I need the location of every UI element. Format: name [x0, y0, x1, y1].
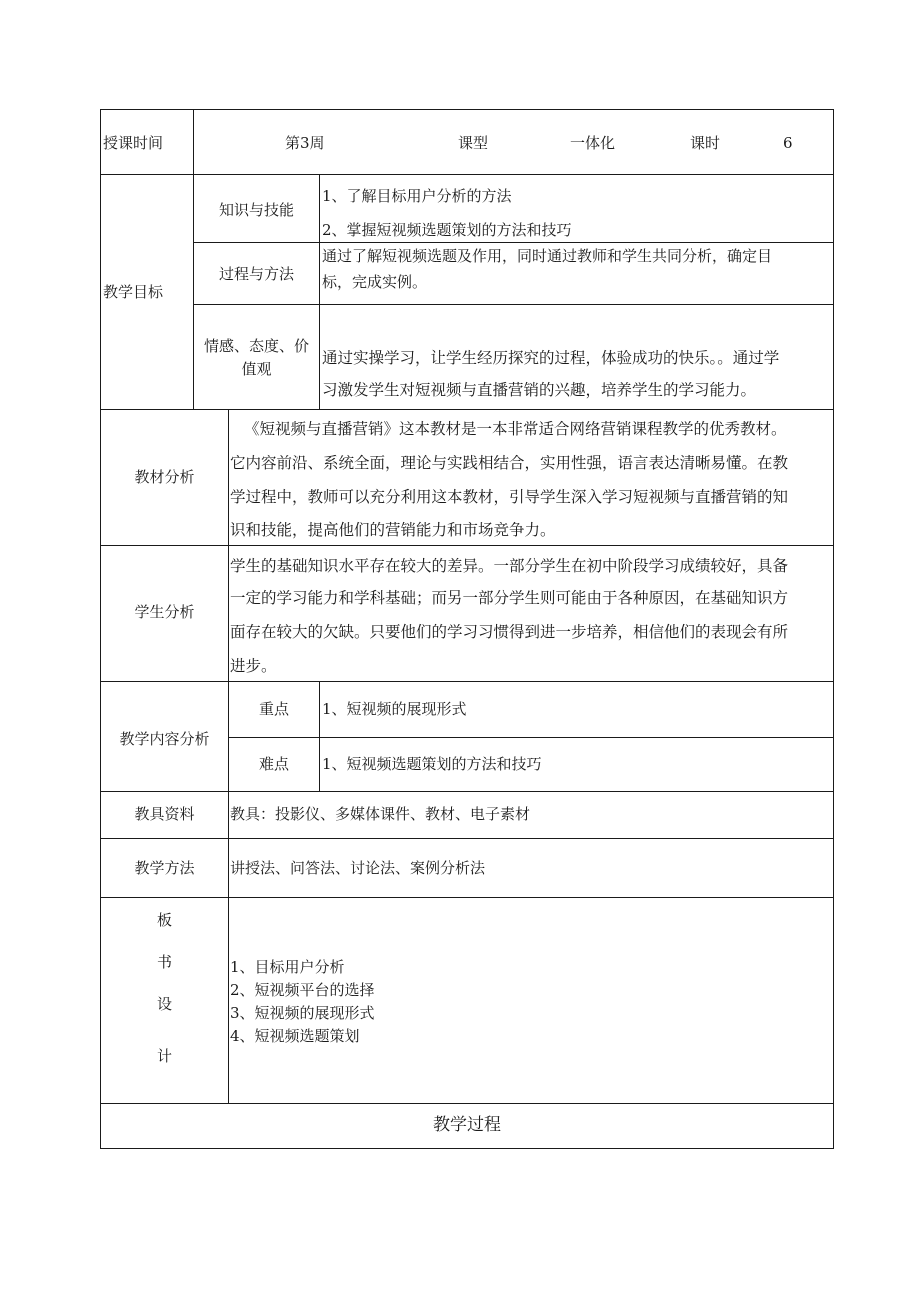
class-hours-label: 课时 [690, 134, 721, 152]
emotion-label-line-2: 值观 [241, 360, 272, 378]
emotion-label-line-1: 情感、态度、价 [203, 337, 309, 355]
students-line-3: 面存在较大的欠缺。只要他们的学习习惯得到进一步培养，相信他们的表现会有所 [230, 623, 789, 641]
rule-right [833, 109, 834, 1149]
rule-resources-bottom [100, 838, 834, 839]
board-label-char-4: 计 [156, 1047, 172, 1065]
rule-col2-objectives [319, 174, 320, 409]
board-label-char-2: 书 [156, 953, 172, 971]
difficult-point-label: 难点 [258, 755, 289, 773]
key-point-value: 1、短视频的展现形式 [322, 700, 467, 718]
knowledge-line-2: 2、掌握短视频选题策划的方法和技巧 [322, 221, 572, 239]
students-line-4: 进步。 [230, 657, 277, 675]
emotion-line-1: 通过实操学习，让学生经历探究的过程，体验成功的快乐。。通过学 [322, 349, 780, 367]
rule-methods-bottom [100, 897, 834, 898]
class-hours-value: 6 [783, 134, 793, 152]
process-methods-label: 过程与方法 [218, 265, 294, 283]
process-line-2: 标，完成实例。 [322, 273, 428, 291]
resources-value: 教具：投影仪、多媒体课件、教材、电子素材 [230, 805, 531, 823]
rule-material-bottom [100, 545, 834, 546]
methods-value: 讲授法、问答法、讨论法、案例分析法 [230, 859, 486, 877]
rule-students-bottom [100, 681, 834, 682]
rule-content-bottom [100, 791, 834, 792]
difficult-point-value: 1、短视频选题策划的方法和技巧 [322, 755, 542, 773]
rule-process-bottom [193, 304, 834, 305]
emotion-line-2: 习激发学生对短视频与直播营销的兴趣，培养学生的学习能力。 [322, 381, 757, 399]
rule-knowledge-bottom [193, 242, 834, 243]
course-type-label: 课型 [458, 134, 489, 152]
material-line-2: 它内容前沿、系统全面，理论与实践相结合，实用性强，语言表达清晰易懂。在教 [230, 454, 789, 472]
rule-board-bottom [100, 1103, 834, 1104]
course-type-value: 一体化 [570, 134, 616, 152]
rule-header-bottom [100, 174, 834, 175]
knowledge-line-1: 1、了解目标用户分析的方法 [322, 187, 512, 205]
students-line-2: 一定的学习能力和学科基础；而另一部分学生则可能由于各种原因，在基础知识方 [230, 589, 789, 607]
key-point-label: 重点 [258, 700, 289, 718]
material-analysis-label: 教材分析 [134, 468, 195, 486]
board-label-char-1: 板 [156, 911, 172, 929]
board-item-4: 4、短视频选题策划 [230, 1027, 360, 1045]
board-label-char-3: 设 [156, 995, 172, 1013]
methods-label: 教学方法 [134, 859, 195, 877]
rule-top [100, 109, 834, 110]
resources-label: 教具资料 [134, 805, 195, 823]
knowledge-skills-label: 知识与技能 [218, 201, 294, 219]
board-item-1: 1、目标用户分析 [230, 958, 345, 976]
objectives-label: 教学目标 [103, 283, 164, 301]
rule-objectives-bottom [100, 409, 834, 410]
board-item-2: 2、短视频平台的选择 [230, 981, 375, 999]
rule-col2-content [319, 681, 320, 791]
material-line-4: 识和技能，提高他们的营销能力和市场竞争力。 [230, 521, 556, 539]
week-value: 第3周 [285, 134, 325, 152]
students-line-1: 学生的基础知识水平存在较大的差异。一部分学生在初中阶段学习成绩较好，具备 [230, 557, 789, 575]
content-analysis-label: 教学内容分析 [119, 730, 210, 748]
student-analysis-label: 学生分析 [134, 603, 195, 621]
rule-left [100, 109, 101, 1149]
board-item-3: 3、短视频的展现形式 [230, 1004, 375, 1022]
material-line-1: 《短视频与直播营销》这本教材是一本非常适合网络营销课程教学的优秀教材。 [244, 420, 787, 438]
rule-bottom [100, 1148, 834, 1149]
process-line-1: 通过了解短视频选题及作用，同时通过教师和学生共同分析，确定目 [322, 247, 773, 265]
class-time-label: 授课时间 [103, 134, 164, 152]
teaching-process-title: 教学过程 [433, 1115, 501, 1135]
material-line-3: 学过程中，教师可以充分利用这本教材，引导学生深入学习短视频与直播营销的知 [230, 488, 789, 506]
